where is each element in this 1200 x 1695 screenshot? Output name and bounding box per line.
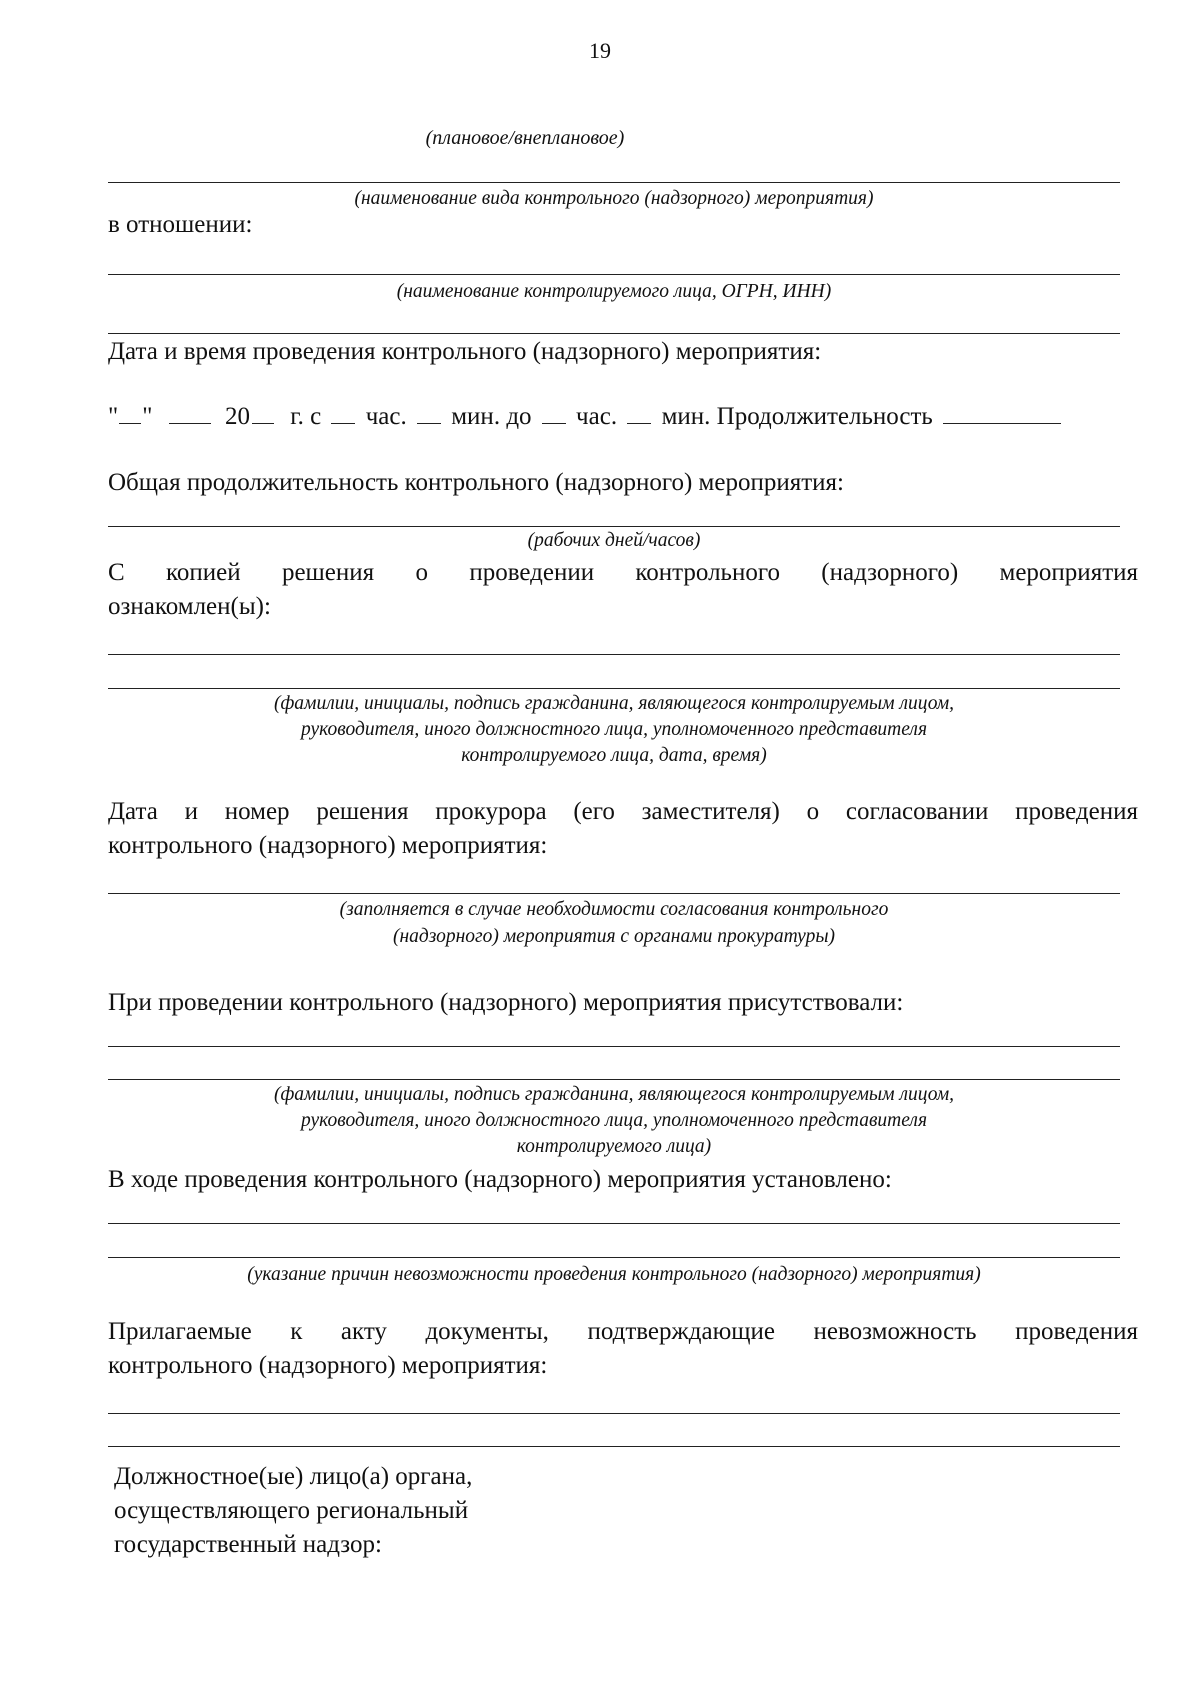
caption-prosecutor-line2: (надзорного) мероприятия с органами прокуратуры) (392, 926, 836, 947)
hour-from-blank[interactable] (331, 401, 355, 424)
caption-planned: (плановое/внеплановое) (425, 127, 625, 149)
field-line-duration[interactable] (108, 526, 1120, 527)
field-line-kind[interactable] (108, 182, 1120, 183)
date-time-heading: Дата и время проведения контрольного (надзорного) мероприятия: (108, 338, 822, 365)
total-duration-heading: Общая продолжительность контрольного (надзорного) мероприятия: (108, 469, 844, 496)
attached-line2: контрольного (надзорного) мероприятия: (108, 1352, 548, 1379)
field-line-attached-a[interactable] (108, 1413, 1120, 1414)
field-line-signature-1b[interactable] (108, 688, 1120, 689)
in-relation-label: в отношении: (108, 211, 253, 238)
field-line-present-a[interactable] (108, 1046, 1120, 1047)
field-line-established-a[interactable] (108, 1223, 1120, 1224)
quote-open: " (108, 403, 119, 430)
field-line-controlled[interactable] (108, 274, 1120, 275)
official-line2: осуществляющего региональный (114, 1497, 469, 1524)
established-heading: В ходе проведения контрольного (надзорного) мероприятия установлено: (108, 1166, 892, 1193)
caption-signature-1-line2: руководителя, иного должностного лица, уполномоченного представителя (300, 719, 928, 740)
duration-blank[interactable] (943, 401, 1061, 424)
year-prefix: 20 (224, 403, 250, 430)
present-heading: При проведении контрольного (надзорного) мероприятия присутствовали: (108, 989, 904, 1016)
attached-line1: Прилагаемые к акту документы, подтверждающие невозможность проведения (108, 1318, 1138, 1345)
min-to-blank[interactable] (627, 401, 651, 424)
field-line-signature-1a[interactable] (108, 654, 1120, 655)
min-from-label: мин. до (451, 403, 532, 430)
prosecutor-line1: Дата и номер решения прокурора (его заместителя) о согласовании проведения (108, 798, 1138, 825)
caption-controlled: (наименование контролируемого лица, ОГРН, ИНН) (396, 281, 832, 302)
caption-signature-2-line1: (фамилии, инициалы, подпись гражданина, являющегося контролируемым лицом, (273, 1084, 955, 1105)
caption-signature-1-line1: (фамилии, инициалы, подпись гражданина, являющегося контролируемым лицом, (273, 693, 955, 714)
hour-to-blank[interactable] (542, 401, 566, 424)
caption-kind: (наименование вида контрольного (надзорного) мероприятия) (354, 188, 874, 209)
caption-signature-1-line3: контролируемого лица, дата, время) (461, 745, 767, 766)
caption-reasons: (указание причин невозможности проведения контрольного (надзорного) мероприятия) (247, 1264, 981, 1285)
caption-prosecutor-line1: (заполняется в случае необходимости согласования контрольного (339, 899, 889, 920)
field-line-present-b[interactable] (108, 1079, 1120, 1080)
official-line3: государственный надзор: (114, 1531, 382, 1558)
field-line-controlled-2[interactable] (108, 333, 1120, 334)
hour-to-label: час. (576, 403, 618, 430)
date-time-line (108, 400, 1065, 434)
page-number: 19 (589, 38, 611, 63)
field-line-attached-b[interactable] (108, 1446, 1120, 1447)
caption-workdays: (рабочих дней/часов) (527, 530, 701, 551)
field-line-prosecutor[interactable] (108, 893, 1120, 894)
official-line1: Должностное(ые) лицо(а) органа, (114, 1463, 473, 1490)
caption-signature-2-line2: руководителя, иного должностного лица, уполномоченного представителя (300, 1110, 928, 1131)
caption-signature-2-line3: контролируемого лица) (516, 1136, 712, 1157)
month-blank[interactable] (169, 401, 211, 424)
familiarized-line2: ознакомлен(ы): (108, 593, 271, 620)
g-s-label: г. с (290, 403, 322, 430)
field-line-established-b[interactable] (108, 1257, 1120, 1258)
year-blank[interactable] (252, 401, 274, 424)
duration-label: мин. Продолжительность (661, 403, 933, 430)
quote-close: " (142, 403, 153, 430)
prosecutor-line2: контрольного (надзорного) мероприятия: (108, 832, 548, 859)
familiarized-line1: С копией решения о проведении контрольного (надзорного) мероприятия (108, 559, 1138, 586)
hour-from-label: час. (365, 403, 407, 430)
min-from-blank[interactable] (417, 401, 441, 424)
day-blank[interactable] (119, 401, 141, 424)
